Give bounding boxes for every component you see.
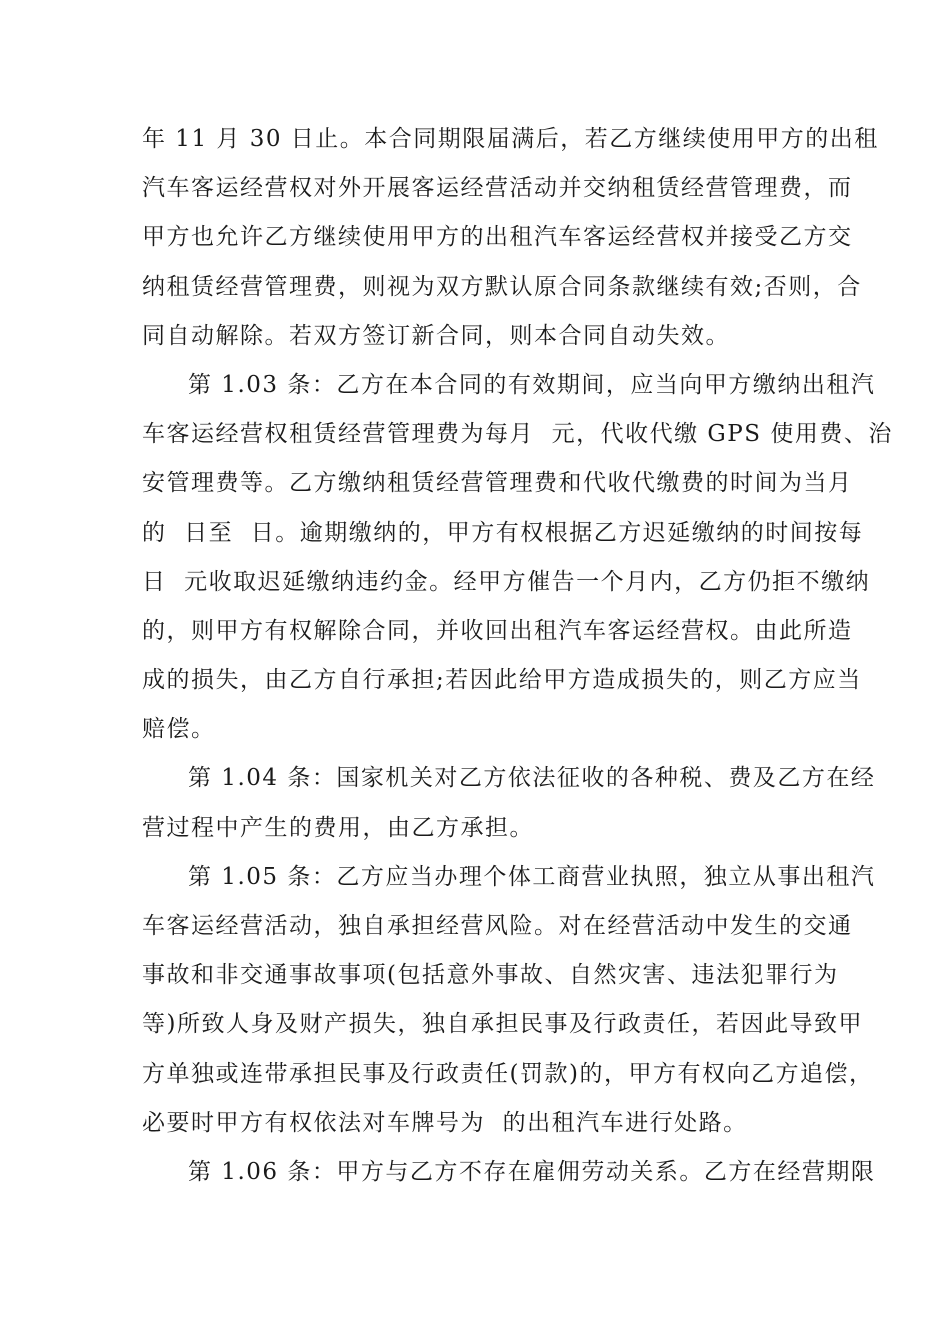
document-body (142, 115, 893, 1197)
text-line: 的，则甲方有权解除合同，并收回出租汽车客运经营权。由此所造 (142, 617, 853, 644)
text-line: 方单独或连带承担民事及行政责任(罚款)的，甲方有权向乙方追偿， (142, 1060, 874, 1087)
text-line: 事故和非交通事故事项(包括意外事故、自然灾害、违法犯罪行为 (142, 962, 839, 989)
text-line: 日 元收取迟延缴纳违约金。经甲方催告一个月内，乙方仍拒不缴纳 (142, 568, 871, 595)
clause-1-05-first-line: 第 1.05 条：乙方应当办理个体工商营业执照，独立从事出租汽 (188, 863, 876, 890)
text-line: 安管理费等。乙方缴纳租赁经营管理费和代收代缴费的时间为当月 (142, 470, 853, 497)
text-line: 汽车客运经营权对外开展客运经营活动并交纳租赁经营管理费，而 (142, 175, 853, 202)
clause-1-03-first-line: 第 1.03 条：乙方在本合同的有效期间，应当向甲方缴纳出租汽 (188, 371, 876, 398)
text-line: 车客运经营活动，独自承担经营风险。对在经营活动中发生的交通 (142, 913, 853, 939)
text-line: 年 11 月 30 日止。本合同期限届满后，若乙方继续使用甲方的出租 (142, 126, 879, 152)
text-line: 同自动解除。若双方签订新合同，则本合同自动失效。 (142, 322, 730, 349)
text-line: 营过程中产生的费用，由乙方承担。 (142, 814, 534, 841)
clause-1-06-first-line: 第 1.06 条：甲方与乙方不存在雇佣劳动关系。乙方在经营期限 (188, 1158, 876, 1185)
text-line: 甲方也允许乙方继续使用甲方的出租汽车客运经营权并接受乙方交 (142, 224, 853, 251)
text-line: 车客运经营权租赁经营管理费为每月 元，代收代缴 GPS 使用费、治 (142, 421, 893, 448)
text-line: 等)所致人身及财产损失，独自承担民事及行政责任，若因此导致甲 (142, 1011, 863, 1038)
text-line: 赔偿。 (142, 716, 216, 743)
text-line: 必要时甲方有权依法对车牌号为 的出租汽车进行处路。 (142, 1109, 748, 1136)
clause-1-04-first-line: 第 1.04 条：国家机关对乙方依法征收的各种税、费及乙方在经 (188, 765, 876, 792)
text-line: 纳租赁经营管理费，则视为双方默认原合同条款继续有效;否则，合 (142, 273, 862, 300)
text-line: 成的损失，由乙方自行承担;若因此给甲方造成损失的，则乙方应当 (142, 667, 862, 694)
text-line: 的 日至 日。逾期缴纳的，甲方有权根据乙方迟延缴纳的时间按每 (142, 519, 864, 546)
